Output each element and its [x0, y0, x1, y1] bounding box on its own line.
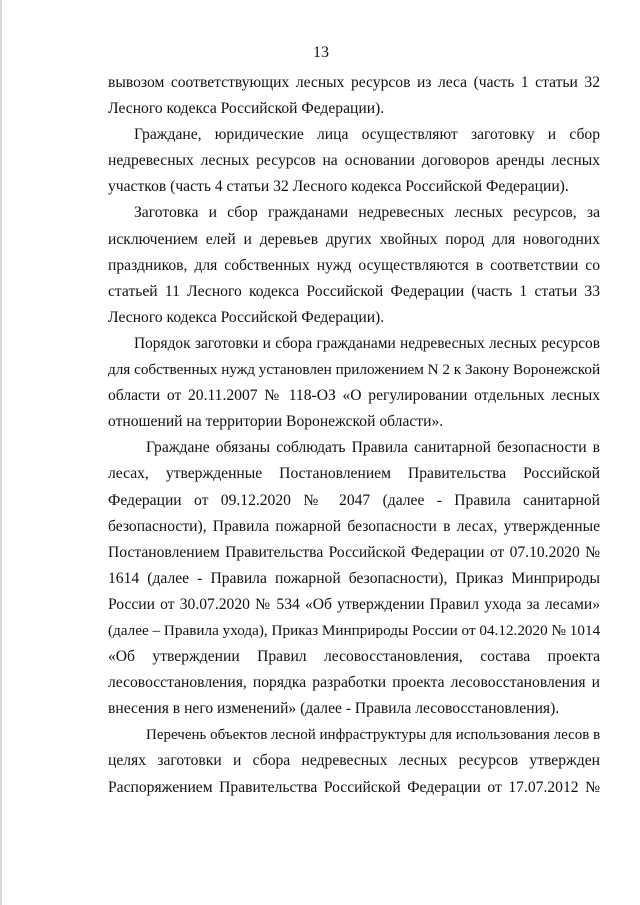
text-line: Лесного кодекса Российской Федерации). [108, 100, 385, 118]
text-line: России от 30.07.2020 № 534 «Об утверждении Правил ухода за лесами» [108, 595, 600, 613]
text-line: Федерации от 09.12.2020 № 2047 (далее - Правила санитарной [108, 491, 600, 509]
text-line: отношений на территории Воронежской области». [108, 413, 444, 431]
text-line: Постановлением Правительства Российской Федерации от 07.10.2020 № [108, 543, 600, 561]
paragraph [108, 122, 600, 200]
text-line: лесовосстановления, порядка разработки проекта лесовосстановления и [108, 674, 600, 692]
paragraph [108, 331, 600, 435]
text-line: Граждане обязаны соблюдать Правила санитарной безопасности в [146, 439, 600, 457]
text-line: (далее – Правила ухода), Приказ Минприроды России от 04.12.2020 № 1014 [108, 621, 601, 639]
text-line: участков (часть 4 статьи 32 Лесного кодекса Российской Федерации). [108, 178, 569, 196]
text-line: статьей 11 Лесного кодекса Российской Федерации (часть 1 статьи 33 [108, 282, 600, 300]
text-line: вывозом соответствующих лесных ресурсов из леса (часть 1 статьи 32 [108, 74, 600, 91]
text-line: безопасности), Правила пожарной безопасности в лесах, утвержденные [108, 517, 600, 535]
text-line: Порядок заготовки и сбора гражданами недревесных лесных ресурсов [134, 334, 600, 352]
text-line: области от 20.11.2007 № 118-ОЗ «О регулировании отдельных лесных [108, 387, 600, 405]
text-line: Перечень объектов лесной инфраструктуры для использования лесов в [146, 727, 601, 744]
paragraph [108, 435, 600, 722]
document-body [108, 70, 600, 801]
page-number: 13 [313, 44, 329, 61]
text-line: Граждане, юридические лица осуществляют заготовку и сбор [134, 126, 600, 144]
paragraph [108, 200, 600, 330]
text-line: для собственных нужд установлен приложением N 2 к Закону Воронежской [108, 361, 601, 379]
text-line: целях заготовки и сбора недревесных лесных ресурсов утвержден [108, 752, 600, 770]
paragraph [108, 70, 600, 122]
text-line: «Об утверждении Правил лесовосстановления, состава проекта [108, 648, 600, 666]
paragraph [108, 722, 600, 800]
text-line: недревесных лесных ресурсов на основании договоров аренды лесных [108, 152, 600, 170]
text-line: Лесного кодекса Российской Федерации). [108, 308, 385, 326]
text-line: Распоряжением Правительства Российской Федерации от 17.07.2012 № [108, 778, 600, 796]
text-line: внесения в него изменений» (далее - Правила лесовосстановления). [108, 700, 560, 718]
text-line: лесах, утвержденные Постановлением Правительства Российской [108, 465, 600, 483]
text-line: 1614 (далее - Правила пожарной безопасности), Приказ Минприроды [108, 569, 600, 587]
text-line: Заготовка и сбор гражданами недревесных лесных ресурсов, за [134, 204, 600, 222]
text-line: праздников, для собственных нужд осуществляются в соответствии со [108, 256, 600, 274]
text-line: исключением елей и деревьев других хвойных пород для новогодних [108, 230, 600, 248]
